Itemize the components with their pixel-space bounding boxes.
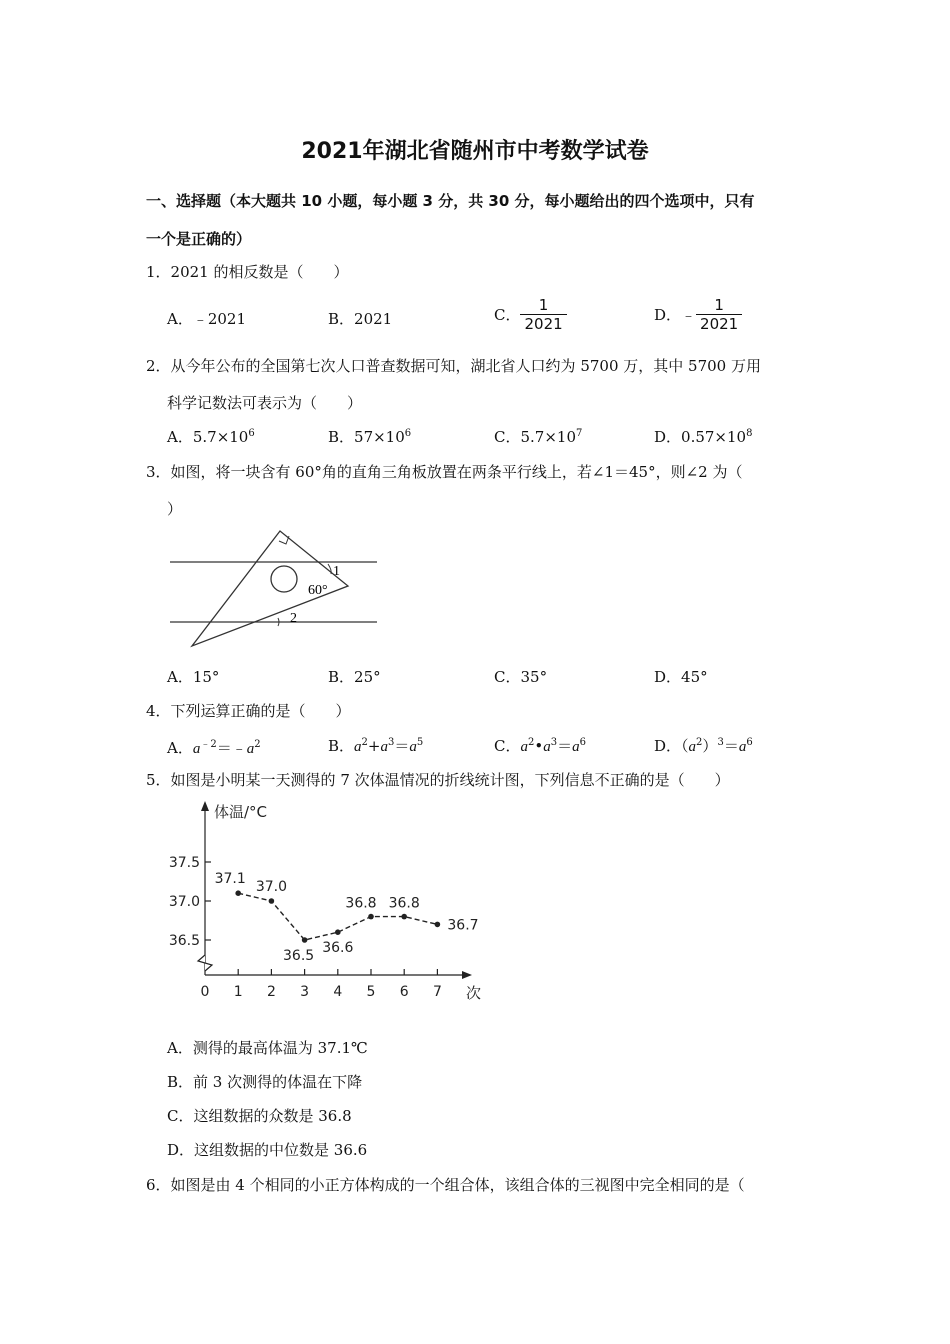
data-point: [235, 890, 241, 896]
q3-stem-line2: ）: [167, 500, 183, 518]
angle-1-label: 1: [333, 564, 340, 579]
q5-stem: 5．如图是小明某一天测得的 7 次体温情况的折线统计图，下列信息不正确的是（ ）: [146, 771, 730, 789]
data-label: 36.8: [388, 895, 420, 912]
q1-option-a: A．﹣2021: [167, 310, 247, 328]
x-tick-label: 7: [432, 984, 442, 1000]
q2-a-text: A．5.7×10: [167, 428, 249, 446]
x-tick-label: 6: [399, 984, 409, 1000]
data-point: [401, 914, 407, 920]
axis-break-zigzag: [198, 955, 212, 971]
data-label: 36.6: [322, 940, 354, 957]
q4-b-label: B．: [328, 737, 355, 755]
q4-d-label: D．: [654, 737, 682, 755]
q2-c-exponent: 7: [576, 428, 583, 439]
q2-stem-line1: 2．从今年公布的全国第七次人口普查数据可知，湖北省人口约为 5700 万，其中 5700 万用: [146, 357, 761, 375]
q2-option-c: [494, 426, 582, 447]
q6-stem: 6．如图是由 4 个相同的小正方体构成的一个组合体，该组合体的三视图中完全相同的是（: [146, 1176, 745, 1194]
q1-option-c-fraction: [520, 296, 566, 333]
data-label: 37.0: [255, 879, 287, 895]
x-tick-label: 2: [266, 984, 276, 1000]
q2-c-text: C．5.7×10: [494, 428, 576, 446]
q3-stem-line1: 3．如图，将一块含有 60°角的直角三角板放置在两条平行线上，若∠1＝45°，则∠2 为（: [146, 463, 743, 481]
q5-option-a: A．测得的最高体温为 37.1℃: [167, 1039, 368, 1057]
x-tick-label: 5: [366, 984, 376, 1000]
data-label: 36.7: [447, 917, 479, 934]
q2-option-b: [328, 426, 411, 447]
q1-d-denominator: 2021: [696, 314, 742, 333]
q1-c-numerator: 1: [538, 296, 549, 314]
angle-60-label: 60°: [308, 583, 328, 598]
q4-option-a: A．$a^{﹣2}=﹣a^2$: [167, 739, 261, 757]
q1-option-d-label: D．: [654, 306, 682, 324]
q4-option-d: D．$(a^2)^3=a^6$: [654, 737, 753, 755]
q1-d-numerator: 1: [714, 296, 724, 314]
y-tick-label: 37.5: [168, 855, 200, 871]
q2-option-d: [654, 426, 752, 447]
section-heading-line1: 一、选择题（本大题共 10 小题，每小题 3 分，共 30 分，每小题给出的四个选项中，只有: [146, 192, 755, 210]
x-tick-label: 3: [300, 984, 310, 1000]
q5-option-d: D．这组数据的中位数是 36.6: [167, 1141, 368, 1159]
data-point: [335, 929, 341, 935]
y-axis-arrow: [201, 801, 209, 811]
q4-option-c: C．$a^2•a^3=a^6$: [494, 737, 586, 755]
q3-option-d: D．45°: [654, 668, 708, 686]
angle-1-arc: [328, 564, 331, 574]
q1-option-d-fraction: [696, 296, 742, 333]
q4-stem: 4．下列运算正确的是（ ）: [146, 702, 351, 720]
q2-option-a: [167, 426, 255, 447]
q3-figure-triangle: [160, 528, 390, 653]
section-heading-line2: 一个是正确的）: [146, 230, 252, 248]
data-label: 37.1: [214, 871, 246, 888]
data-point: [368, 914, 374, 920]
q1-option-d-sign: ﹣: [681, 306, 697, 324]
q2-d-exponent: 8: [746, 428, 753, 439]
q1-stem: 1．2021 的相反数是（ ）: [146, 263, 349, 281]
y-axis-label: 体温/°C: [214, 803, 268, 821]
data-point: [302, 937, 308, 943]
q4-a-label: A．: [167, 739, 193, 757]
q4-c-label: C．: [494, 737, 521, 755]
q1-option-b: B．2021: [328, 310, 393, 328]
data-label: 36.8: [345, 895, 377, 912]
q2-d-text: D．0.57×10: [654, 428, 747, 446]
q2-a-exponent: 6: [248, 428, 255, 439]
data-label: 36.5: [283, 948, 315, 964]
x-axis-label: 次: [466, 984, 482, 1002]
data-point: [435, 922, 441, 928]
y-tick-label: 36.5: [168, 933, 200, 949]
q3-option-c: C．35°: [494, 668, 548, 686]
x-tick-label: 4: [333, 984, 343, 1000]
q5-option-c: C．这组数据的众数是 36.8: [167, 1107, 352, 1125]
page-title: 2021年湖北省随州市中考数学试卷: [301, 139, 649, 164]
q2-b-text: B．57×10: [328, 428, 405, 446]
q2-stem-line2: 科学记数法可表示为（ ）: [167, 394, 363, 412]
angle-2-label: 2: [290, 611, 297, 626]
x-tick-label: 1: [233, 984, 243, 1000]
q3-option-a: A．15°: [167, 668, 220, 686]
q3-option-b: B．25°: [328, 668, 381, 686]
y-tick-label: 37.0: [168, 894, 200, 910]
q1-option-c-label: C．: [494, 306, 521, 324]
q1-option-c: [494, 296, 567, 333]
data-point: [269, 898, 275, 904]
q1-c-denominator: 2021: [520, 314, 566, 333]
q2-b-exponent: 6: [404, 428, 412, 439]
q1-option-d: [654, 296, 742, 333]
q5-line-chart: [160, 795, 490, 1010]
q4-option-b: B．$a^2+a^3=a^5$: [328, 737, 424, 755]
q5-option-b: B．前 3 次测得的体温在下降: [167, 1073, 363, 1091]
x-axis-arrow: [462, 971, 472, 979]
ruler-hole: [271, 566, 297, 592]
x-tick-label: 0: [200, 984, 210, 1000]
